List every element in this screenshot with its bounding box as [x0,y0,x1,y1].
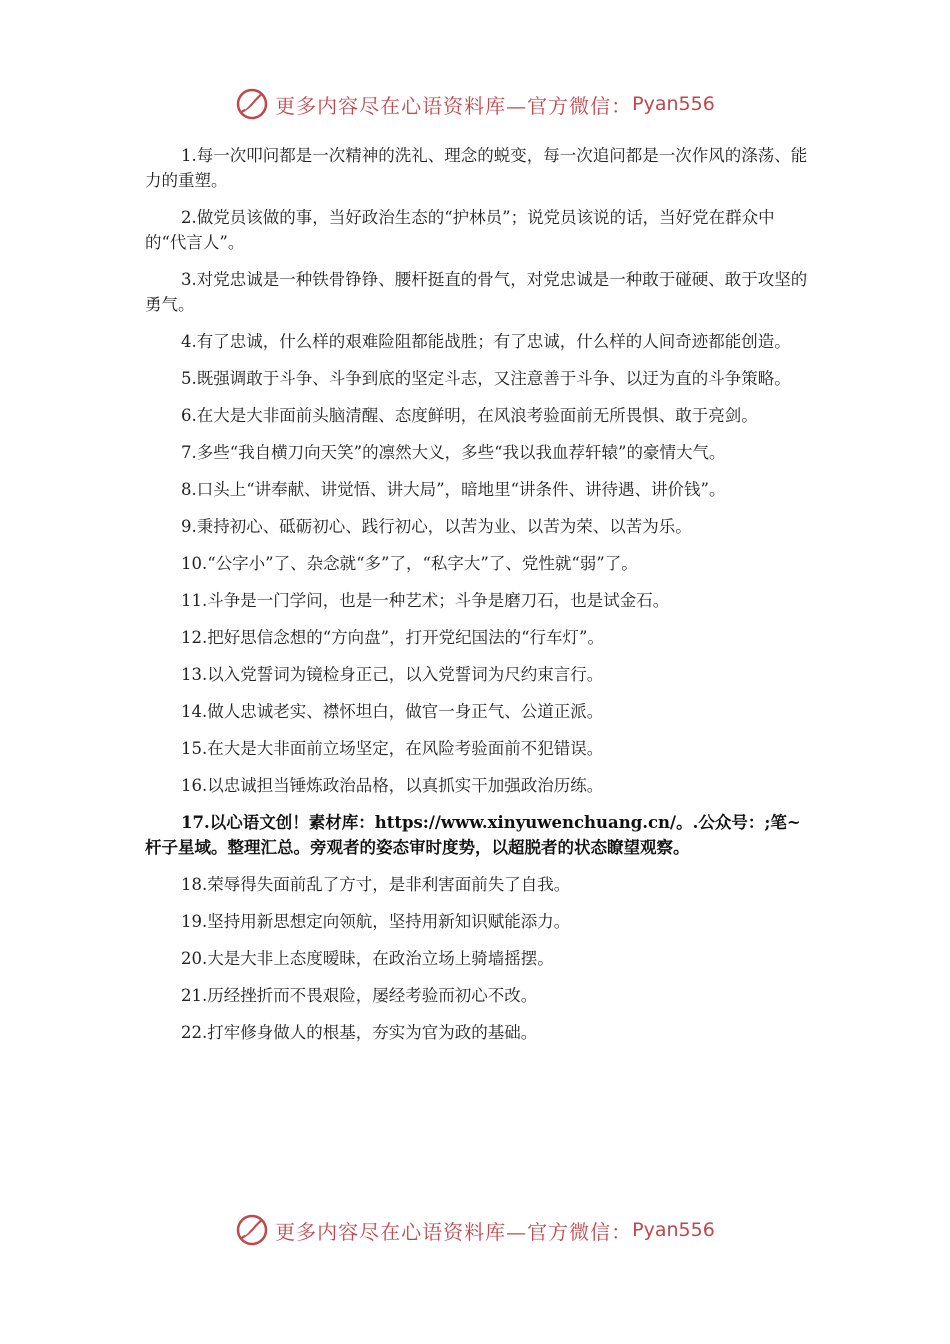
list-item: 12.把好思信念想的“方向盘”，打开党纪国法的“行车灯”。 [181,628,604,647]
header-banner-text: 更多内容尽在心语资料库—官方微信： [275,93,633,118]
list-item: 9.秉持初心、砥砺初心、践行初心，以苦为业、以苦为荣、以苦为乐。 [181,517,692,536]
list-item: 13.以入党誓词为镜检身正己，以入党誓词为尺约束言行。 [181,665,604,684]
list-item: 18.荣辱得失面前乱了方寸，是非利害面前失了自我。 [181,875,571,894]
list-item: 16.以忠诚担当锤炼政治品格，以真抓实干加强政治历练。 [181,776,604,795]
footer-banner [0,1210,950,1250]
document-body [145,143,815,1057]
list-item: 11.斗争是一门学问，也是一种艺术；斗争是磨刀石，也是试金石。 [181,591,670,610]
list-item: 5.既强调敢于斗争、斗争到底的坚定斗志，又注意善于斗争、以迂为直的斗争策略。 [181,369,791,388]
footer-wechat-id: Pyan556 [632,1219,715,1241]
list-item: 15.在大是大非面前立场坚定，在风险考验面前不犯错误。 [181,739,604,758]
list-item: 8.口头上“讲奉献、讲觉悟、讲大局”，暗地里“讲条件、讲待遇、讲价钱”。 [181,480,726,499]
list-item: 10.“公字小”了、杂念就“多”了，“私字大”了、党性就“弱”了。 [181,554,638,573]
list-item: 22.打牢修身做人的根基，夯实为官为政的基础。 [181,1023,538,1042]
list-item: 19.坚持用新思想定向领航，坚持用新知识赋能添力。 [181,912,571,931]
list-item: 3.对党忠诚是一种铁骨铮铮、腰杆挺直的骨气，对党忠诚是一种敢于碰硬、敢于攻坚的勇气。 [145,270,808,314]
header-wechat-id: Pyan556 [632,93,715,115]
list-item-source-note: 17.以心语文创！素材库：https://www.xinyuwenchuang.cn/。.公众号：;笔~杆子星域。整理汇总。旁观者的姿态审时度势，以超脱者的状态瞭望观察。 [145,813,801,857]
pen-logo-icon [235,1213,269,1247]
list-item: 7.多些“我自横刀向天笑”的凛然大义，多些“我以我血荐轩辕”的豪情大气。 [181,443,726,462]
pen-logo-icon [235,87,269,121]
list-item: 20.大是大非上态度暧昧，在政治立场上骑墙摇摆。 [181,949,554,968]
list-item: 1.每一次叩问都是一次精神的洗礼、理念的蜕变，每一次追问都是一次作风的涤荡、能力的重塑。 [145,146,808,190]
footer-banner-text: 更多内容尽在心语资料库—官方微信： [275,1219,633,1244]
list-item: 6.在大是大非面前头脑清醒、态度鲜明，在风浪考验面前无所畏惧、敢于亮剑。 [181,406,758,425]
list-item: 2.做党员该做的事，当好政治生态的“护林员”；说党员该说的话，当好党在群众中的“代言人”。 [145,208,775,252]
list-item: 21.历经挫折而不畏艰险，屡经考验而初心不改。 [181,986,538,1005]
header-banner [0,84,950,124]
list-item: 14.做人忠诚老实、襟怀坦白，做官一身正气、公道正派。 [181,702,604,721]
list-item: 4.有了忠诚，什么样的艰难险阻都能战胜；有了忠诚，什么样的人间奇迹都能创造。 [181,332,791,351]
